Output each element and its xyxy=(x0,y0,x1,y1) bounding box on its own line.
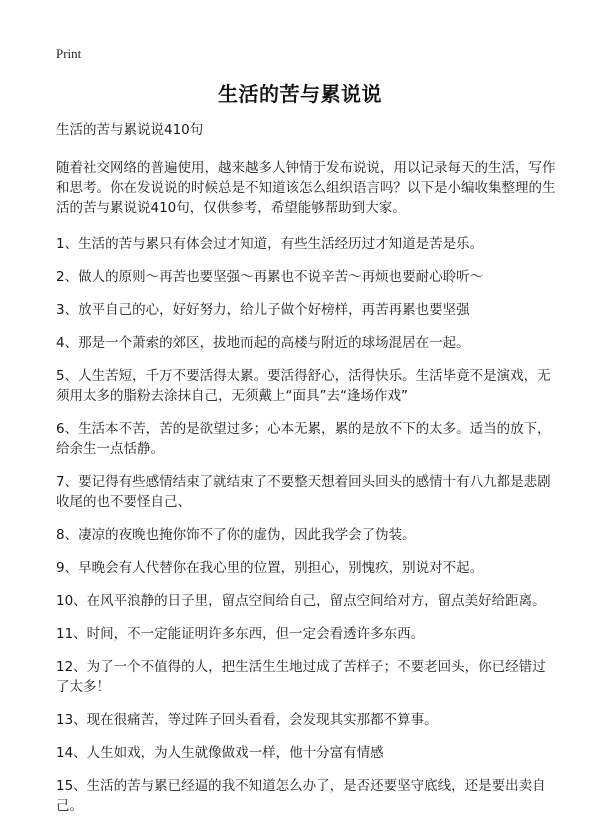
list-item: 15、生活的苦与累已经逼的我不知道怎么办了，是否还要坚守底线，还是要出卖自己。 xyxy=(56,778,546,814)
list-item: 7、要记得有些感情结束了就结束了不要整天想着回头回头的感情十有八九都是悲剧收尾的也不要怪自己、 xyxy=(56,474,551,510)
article-subtitle: 生活的苦与累说说410句 xyxy=(56,122,204,138)
list-item: 1、生活的苦与累只有体会过才知道，有些生活经历过才知道是苦是乐。 xyxy=(56,236,484,252)
list-item: 10、在风平浪静的日子里，留点空间给自己，留点空间给对方，留点美好给距离。 xyxy=(56,593,546,609)
list-item: 9、早晚会有人代替你在我心里的位置，别担心，别愧疚，别说对不起。 xyxy=(56,560,484,576)
list-item: 14、人生如戏，为人生就像做戏一样，他十分富有情感 xyxy=(56,745,384,761)
list-item: 8、凄凉的夜晚也掩你饰不了你的虚伪，因此我学会了伪装。 xyxy=(56,527,416,543)
article-body xyxy=(56,120,556,829)
list-item: 3、放平自己的心，好好努力，给儿子做个好榜样，再苦再累也要坚强 xyxy=(56,302,470,318)
list-item: 11、时间，不一定能证明许多东西，但一定会看透许多东西。 xyxy=(56,626,425,642)
list-item: 2、做人的原则～再苦也要坚强～再累也不说辛苦～再烦也要耐心聆听～ xyxy=(56,269,484,285)
list-item: 5、人生苦短，千万不要活得太累。要活得舒心，活得快乐。生活毕竟不是演戏，无须用太多的脂粉去涂抹自己，无须戴上“面具”去“逢场作戏” xyxy=(56,368,551,404)
page-title: 生活的苦与累说说 xyxy=(218,82,382,106)
article-intro: 随着社交网络的普遍使用，越来越多人钟情于发布说说，用以记录每天的生活，写作和思考。你在发说说的时候总是不知道该怎么组织语言吗？以下是小编收集整理的生活的苦与累说说410句，仅供参考，希望能够帮助到大家。 xyxy=(56,160,556,216)
list-item: 12、为了一个不值得的人，把生活生生地过成了苦样子；不要老回头，你已经错过了太多！ xyxy=(56,659,546,695)
list-item: 13、现在很痛苦，等过阵子回头看看，会发现其实那都不算事。 xyxy=(56,712,438,728)
list-item: 4、那是一个萧索的郊区，拔地而起的高楼与附近的球场混居在一起。 xyxy=(56,335,470,351)
print-link[interactable]: Print xyxy=(56,46,82,61)
list-item: 6、生活本不苦，苦的是欲望过多；心本无累，累的是放不下的太多。适当的放下，给余生一点恬静。 xyxy=(56,421,551,457)
